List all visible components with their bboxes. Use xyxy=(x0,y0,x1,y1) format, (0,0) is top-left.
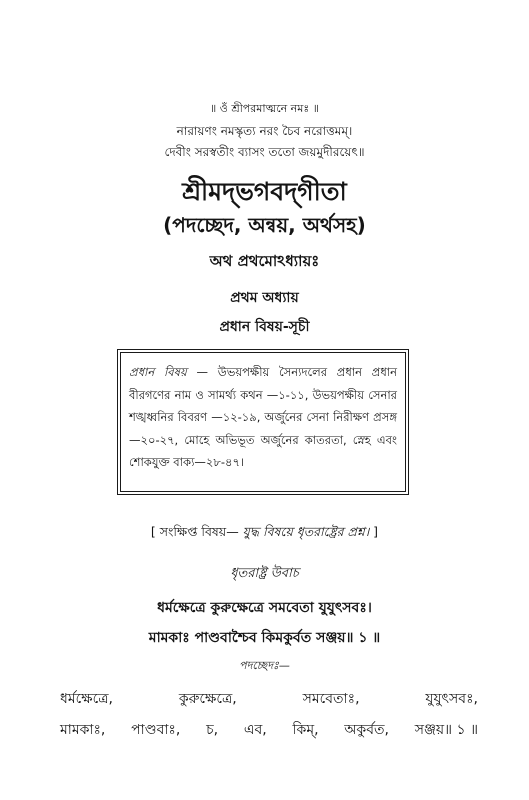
chapter-heading-sanskrit: অথ প্রথমোঽধ্যায়ঃ xyxy=(209,252,320,270)
padaccheda-row-1 xyxy=(60,687,478,711)
padaccheda-heading: পদচ্ছেদঃ— xyxy=(239,659,290,672)
word-token: এব, xyxy=(243,722,267,738)
word-token: সমবেতাঃ, xyxy=(302,691,360,707)
word-token: কুরুক্ষেত্রে, xyxy=(178,691,237,707)
chapter-summary-box xyxy=(120,352,406,492)
brief-label: সংক্ষিপ্ত বিষয় xyxy=(159,524,227,539)
opening-verse-line-1: নারায়ণং নমস্কৃত্য নরং চৈব নরোত্তমম্। xyxy=(176,124,353,138)
book-subtitle: (পদচ্ছেদ, অন্বয়, অর্থসহ) xyxy=(163,213,366,237)
book-title: শ্রীমদ্‌ভগবদ্‌গীতা xyxy=(182,177,347,206)
brief-text: — যুদ্ধ বিষয়ে ধৃতরাষ্ট্রের প্রশ্ন। xyxy=(226,524,370,539)
word-token: ধর্মক্ষেত্রে, xyxy=(60,691,113,707)
word-token: পাণ্ডবাঃ, xyxy=(131,722,181,738)
speaker-line: ধৃতরাষ্ট্র উবাচ xyxy=(230,566,299,581)
opening-verse-line-2: দেবীং সরস্বতীং ব্যাসং ততো জয়মুদীরয়েৎ॥ xyxy=(164,145,365,159)
sloka-line-1: ধর্মক্ষেত্রে কুরুক্ষেত্রে সমবেতা যুযুৎসবঃ। xyxy=(157,600,372,616)
contents-heading: প্রধান বিষয়-সূচী xyxy=(219,319,310,335)
brief-close-bracket: ] xyxy=(373,524,379,539)
word-token: যুযুৎসবঃ, xyxy=(425,691,478,707)
word-token: কিম্‌, xyxy=(292,722,319,738)
padaccheda-row-2 xyxy=(60,718,478,742)
chapter-heading-bengali: প্রথম অধ্যায় xyxy=(230,290,299,306)
word-token: মামকাঃ, xyxy=(60,722,106,738)
summary-text: — উভয়পক্ষীয় সৈন্যদলের প্রধান প্রধান বীরগণের নাম ও সামর্থ্য কথন —১-১১, উভয়পক্ষীয় সেনার শঙ্খধ্বনির বিবরণ —১২-১৯, অর্জুনের সেনা নিরীক্ষণ প্রসঙ্গ —২০-২৭, মোহে অভিভূত অর্জুনের কাতরতা, স্নেহ এবং শোকযুক্ত বাক্য—২৮-৪৭। xyxy=(129,365,397,469)
invocation-line: ॥ ওঁ শ্রীপরমাত্মনে নমঃ ॥ xyxy=(210,102,319,115)
word-token: সঞ্জয়॥ ১ ॥ xyxy=(414,722,478,738)
sloka-line-2: মামকাঃ পাণ্ডবাশ্চৈব কিমকুর্বত সঞ্জয়॥ ১ ॥ xyxy=(148,630,381,646)
word-token: অকুর্বত, xyxy=(344,722,389,738)
summary-label: প্রধান বিষয় xyxy=(129,365,187,379)
brief-subject-line xyxy=(0,524,529,544)
word-token: চ, xyxy=(206,722,219,738)
brief-open-bracket: [ xyxy=(150,524,156,539)
